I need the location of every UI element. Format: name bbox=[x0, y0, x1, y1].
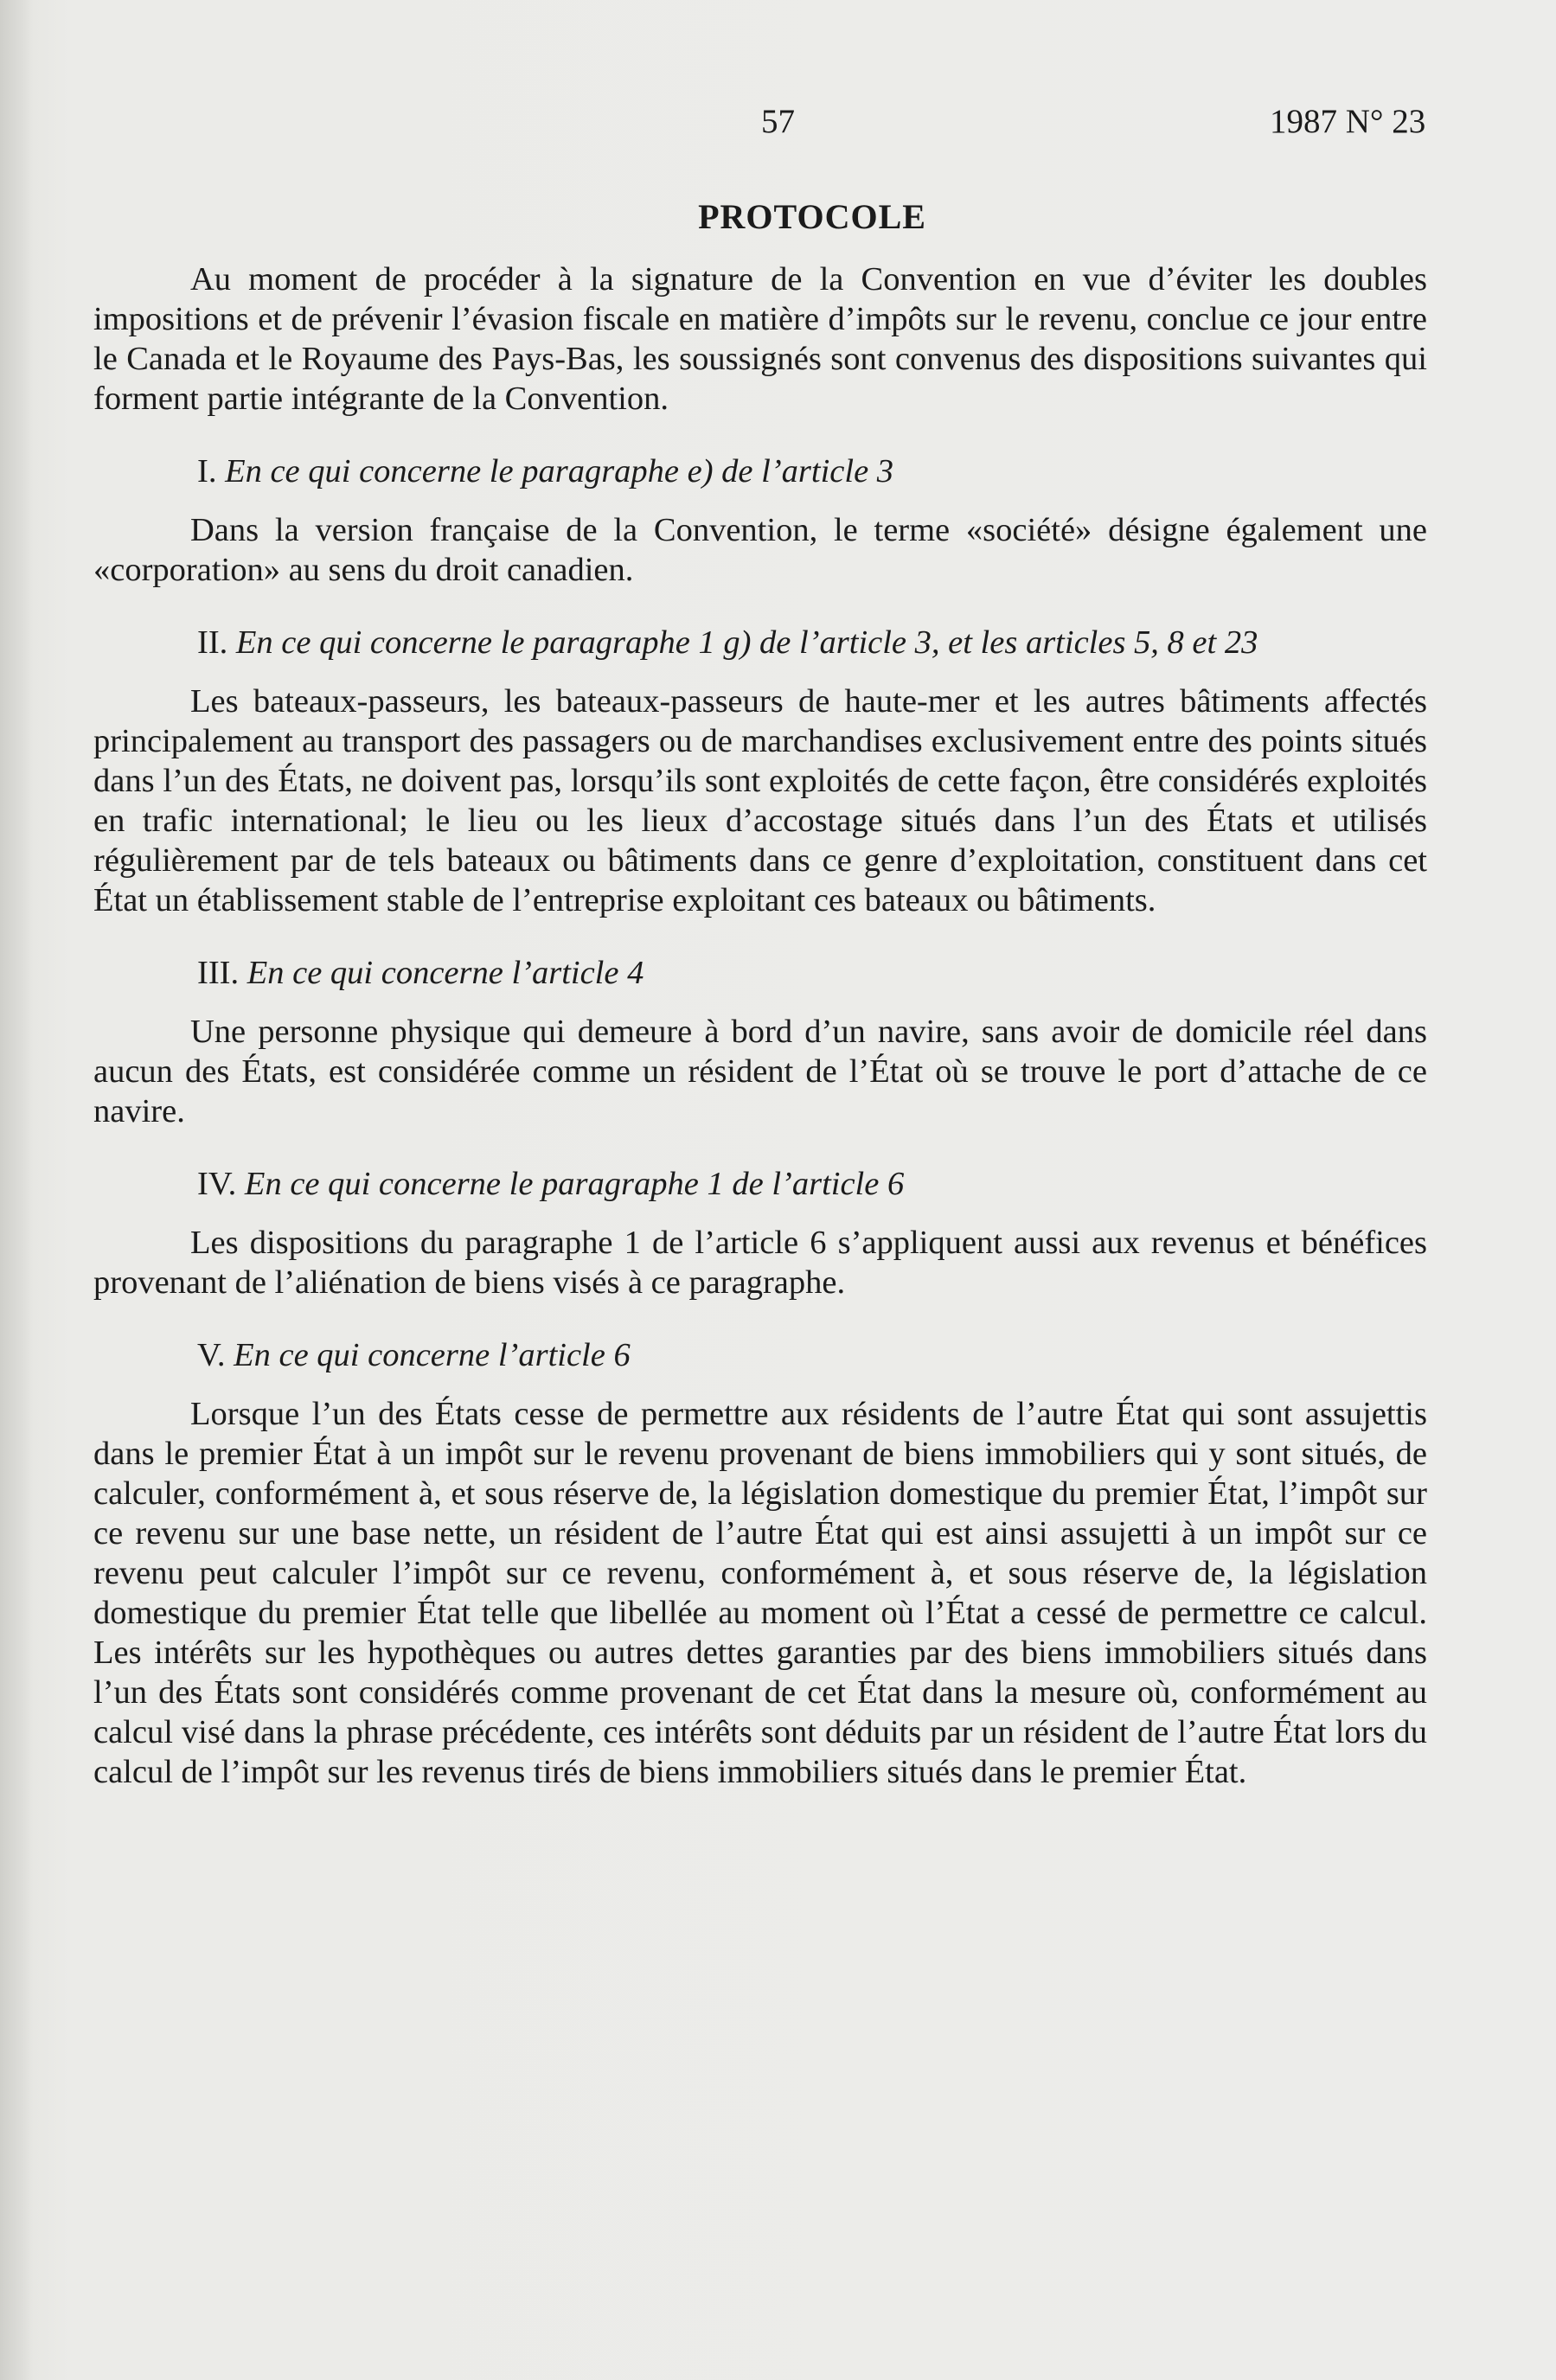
section-4 bbox=[93, 1164, 1427, 1302]
section-heading bbox=[93, 1335, 1427, 1375]
binding-gutter bbox=[0, 0, 33, 2380]
section-title: En ce qui concerne le paragraphe e) de l’article 3 bbox=[225, 453, 894, 489]
section-title: En ce qui concerne l’article 6 bbox=[234, 1337, 631, 1373]
section-number: V. bbox=[197, 1337, 226, 1373]
page-title: PROTOCOLE bbox=[698, 197, 926, 236]
section-3 bbox=[93, 953, 1427, 1131]
section-paragraph: Une personne physique qui demeure à bord d’un navire, sans avoir de domicile réel dans aucun des États, est considérée comme un résident de l’État où se trouve le port d’attache de ce navire. bbox=[93, 1014, 1427, 1129]
section-paragraph: Les bateaux-passeurs, les bateaux-passeurs de haute-mer et les autres bâtiments affectés principalement au transport des passagers ou de marchandises exclusivement entre des points situés dans l’un des États, ne doivent pas, lorsqu’ils sont exploités de cette façon, être considérés exploités en trafic international; le lieu ou les lieux d’accostage situés dans l’un des États et utilisés régulièrement par de tels bateaux ou bâtiments dans ce genre d’exploitation, constituent dans cet État un établissement stable de l’entreprise exploitant ces bateaux ou bâtiments. bbox=[93, 683, 1427, 918]
section-1 bbox=[93, 451, 1427, 590]
section-paragraph: Les dispositions du paragraphe 1 de l’article 6 s’appliquent aussi aux revenus et bénéfices provenant de l’aliénation de biens visés à ce paragraphe. bbox=[93, 1225, 1427, 1301]
document-body bbox=[93, 197, 1427, 1792]
section-number: IV. bbox=[197, 1166, 237, 1202]
publication-number: 1987 N° 23 bbox=[1270, 103, 1426, 140]
intro-paragraph: Au moment de procéder à la signature de la Convention en vue d’éviter les doubles impositions et de prévenir l’évasion fiscale en matière d’impôts sur le revenu, conclue ce jour entre le Canada et le Royaume des Pays-Bas, les soussignés sont convenus des dispositions suivantes qui forment partie intégrante de la Convention. bbox=[93, 261, 1427, 417]
section-title: En ce qui concerne le paragraphe 1 de l’article 6 bbox=[244, 1166, 905, 1202]
section-title: En ce qui concerne l’article 4 bbox=[247, 955, 644, 991]
page-number: 57 bbox=[761, 103, 795, 140]
section-number: I. bbox=[197, 453, 217, 489]
section-title: En ce qui concerne le paragraphe 1 g) de l’article 3, et les articles 5, 8 et 23 bbox=[235, 624, 1258, 661]
section-2 bbox=[93, 623, 1427, 920]
section-heading bbox=[93, 451, 1427, 491]
section-paragraph: Dans la version française de la Convention, le terme «société» désigne également une «corporation» au sens du droit canadien. bbox=[93, 512, 1427, 588]
section-number: III. bbox=[197, 955, 240, 991]
section-heading bbox=[93, 1164, 1427, 1204]
section-5 bbox=[93, 1335, 1427, 1792]
section-heading bbox=[93, 623, 1427, 662]
section-paragraph: Lorsque l’un des États cesse de permettre aux résidents de l’autre État qui sont assujettis dans le premier État à un impôt sur le revenu provenant de biens immobiliers qui y sont situés, de calculer, conformément à, et sous réserve de, la législation domestique du premier État, l’impôt sur ce revenu sur une base nette, un résident de l’autre État qui est ainsi assujetti à un impôt sur ce revenu peut calculer l’impôt sur ce revenu, conformément à, et sous réserve de, la législation domestique du premier État telle que libellée au moment où l’État a cessé de permettre ce calcul. Les intérêts sur les hypothèques ou autres dettes garanties par des biens immobiliers situés dans l’un des États sont considérés comme provenant de cet État dans la mesure où, conformément au calcul visé dans la phrase précédente, ces intérêts sont déduits par un résident de l’autre État lors du calcul de l’impôt sur les revenus tirés de biens immobiliers situés dans le premier État. bbox=[93, 1396, 1427, 1790]
page-header bbox=[0, 102, 1556, 154]
section-heading bbox=[93, 953, 1427, 993]
section-number: II. bbox=[197, 624, 228, 661]
